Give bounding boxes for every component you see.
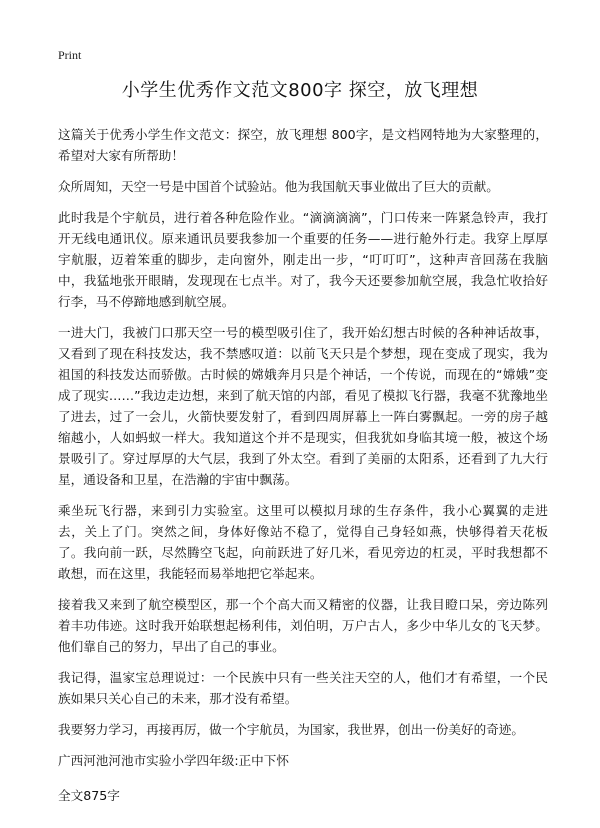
paragraph-4: 乘坐玩飞行器，来到引力实验室。这里可以模拟月球的生存条件，我小心翼翼的走进去，关上了门。突然之间，身体好像站不稳了，觉得自己身轻如燕，快够得着天花板了。我向前一跃，尽然腾空飞起，向前跃进了好几米，看见旁边的杠灵，平时我想都不敢想，而在这里，我能轻而易举地把它举起来。 — [58, 503, 548, 581]
paragraph-intro: 这篇关于优秀小学生作文范文：探空，放飞理想 800字，是文档网特地为大家整理的，希望对大家有所帮助！ — [58, 127, 548, 163]
paragraph-6: 我记得，温家宝总理说过：一个民族中只有一些关注天空的人，他们才有希望，一个民族如果只关心自己的未来，那才没有希望。 — [58, 670, 548, 706]
paragraph-7: 我要努力学习，再接再厉，做一个宇航员，为国家，我世界，创出一份美好的奇迹。 — [58, 722, 524, 737]
author-signature: 广西河池河池市实验小学四年级:正中下怀 — [58, 753, 289, 768]
paragraph-2: 此时我是个宇航员，进行着各种危险作业。“滴滴滴滴”，门口传来一阵紧急铃声，我打开无线电通讯仪。原来通讯员要我参加一个重要的任务——进行舱外行走。我穿上厚厚宇航服，迈着笨重的脚步，走向窗外，刚走出一步，“叮叮叮”，这种声音回荡在我脑中，我猛地张开眼睛，发现现在七点半。对了，我今天还要参加航空展，我急忙收拾好行李，马不停蹄地感到航空展。 — [58, 210, 548, 309]
paragraph-5: 接着我又来到了航空模型区，那一个个高大而又精密的仪器，让我目瞪口呆，旁边陈列着丰功伟迹。这时我开始联想起杨利伟，刘伯明，万户古人，多少中华儿女的飞天梦。他们靠自己的努力，早出了自己的事业。 — [58, 597, 548, 654]
paragraph-3: 一进大门，我被门口那天空一号的模型吸引住了，我开始幻想古时候的各种神话故事，又看到了现在科技发达，我不禁感叹道：以前飞天只是个梦想，现在变成了现实，我为祖国的科技发达而骄傲。古时候的嫦娥奔月只是个神话，一个传说，而现在的“嫦娥”变成了现实……”我边走边想，来到了航天馆的内部，看见了模拟飞行器，我毫不犹豫地坐了进去，过了一会儿，火箭快要发射了，看到四周屏幕上一阵白雾飘起。一旁的房子越缩越小，人如蚂蚁一样大。我知道这个并不是现实，但我犹如身临其境一般，被这个场景吸引了。穿过厚厚的大气层，我到了外太空。看到了美丽的太阳系，还看到了九大行星，通设备和卫星，在浩瀚的宇宙中飘荡。 — [58, 325, 548, 487]
paragraph-1: 众所周知，天空一号是中国首个试验站。他为我国航天事业做出了巨大的贡献。 — [58, 179, 499, 194]
page-title: 小学生优秀作文范文800字 探空，放飞理想 — [121, 80, 479, 101]
word-count: 全文875字 — [58, 788, 120, 803]
article-body — [58, 124, 548, 806]
print-link[interactable]: Print — [58, 48, 82, 62]
